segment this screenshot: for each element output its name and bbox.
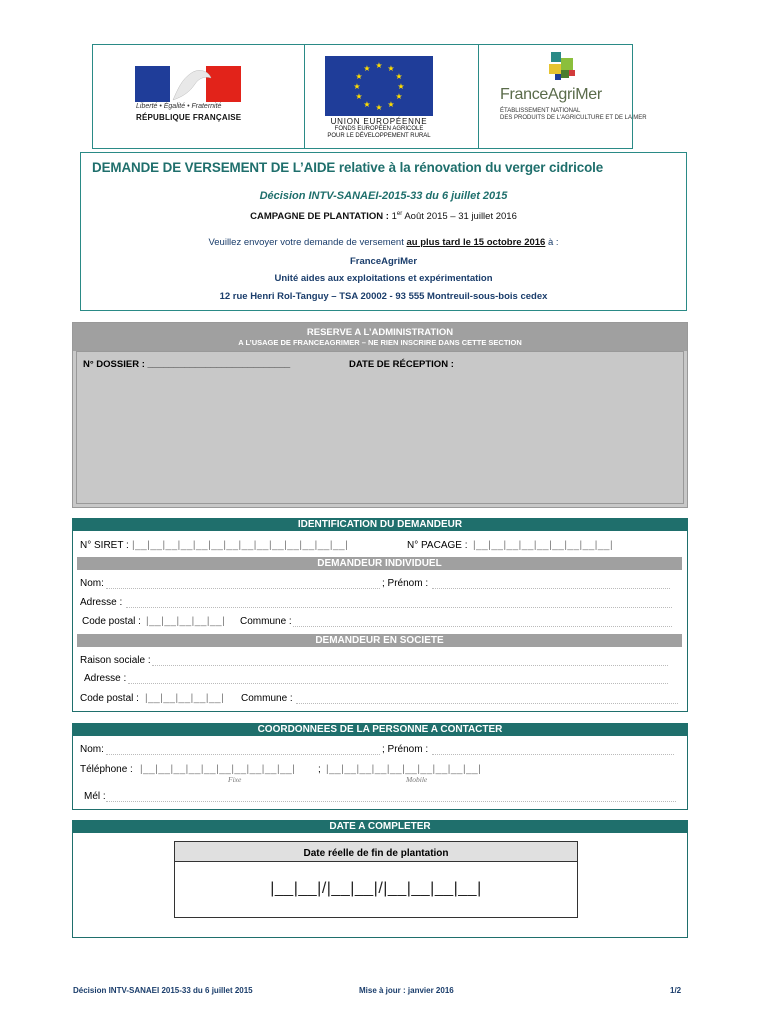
svg-text:★: ★ xyxy=(363,64,371,73)
org-address: 12 rue Henri Rol-Tanguy – TSA 20002 - 93 555 Montreuil-sous-bois cedex xyxy=(219,291,548,302)
svg-text:★: ★ xyxy=(355,92,363,101)
contact-nom-label: Nom: xyxy=(80,744,104,755)
code-postal-societe-label: Code postal : xyxy=(80,693,139,704)
campagne-sup: er xyxy=(396,211,403,217)
eu-fund-line: POUR LE DÉVELOPPEMENT RURAL xyxy=(327,133,431,139)
commune-societe-label: Commune : xyxy=(241,693,293,704)
telephone-fixe-input[interactable]: |__|__|__|__|__|__|__|__|__|__| xyxy=(140,764,296,775)
svg-text:★: ★ xyxy=(355,72,363,81)
telephone-mobile-input[interactable]: |__|__|__|__|__|__|__|__|__|__| xyxy=(326,764,482,775)
page-number: 1/2 xyxy=(670,986,682,995)
franceagrimer-logo-icon xyxy=(545,50,581,86)
campagne-label: CAMPAGNE DE PLANTATION : xyxy=(250,211,389,223)
identification-header: IDENTIFICATION DU DEMANDEUR xyxy=(72,518,688,531)
title-box xyxy=(80,152,687,311)
franceagrimer-sub: DES PRODUITS DE L'AGRICULTURE ET DE LA MER xyxy=(500,115,647,121)
adresse-societe-label: Adresse : xyxy=(84,673,127,684)
decision-ref: Décision INTV-SANAEI-2015-33 du 6 juillet 2015 xyxy=(259,190,508,202)
date-box xyxy=(174,841,578,918)
svg-text:★: ★ xyxy=(375,61,383,70)
send-post: à : xyxy=(545,237,559,248)
svg-text:★: ★ xyxy=(387,100,395,109)
page-title: DEMANDE DE VERSEMENT DE L’AIDE relative à la rénovation du verger cidricole xyxy=(92,160,604,175)
fixe-caption: Fixe xyxy=(228,775,242,784)
code-postal-label: Code postal : xyxy=(82,616,141,627)
pacage-input[interactable]: |__|__|__|__|__|__|__|__|__| xyxy=(473,540,614,551)
adresse-societe-field[interactable] xyxy=(128,683,668,684)
svg-text:★: ★ xyxy=(375,103,383,112)
code-postal-societe-input[interactable]: |__|__|__|__|__| xyxy=(145,693,225,704)
raison-sociale-label: Raison sociale : xyxy=(80,655,151,666)
footer-update: Mise à jour : janvier 2016 xyxy=(359,986,454,995)
siret-label: N° SIRET : xyxy=(80,540,129,551)
mobile-caption: Mobile xyxy=(406,775,428,784)
prenom-field[interactable] xyxy=(432,588,670,589)
footer-decision: Décision INTV-SANAEI 2015-33 du 6 juillet 2015 xyxy=(73,986,253,995)
campagne-period: Août 2015 – 31 juillet 2016 xyxy=(402,211,517,223)
svg-text:★: ★ xyxy=(387,64,395,73)
nom-field[interactable] xyxy=(106,588,380,589)
svg-text:★: ★ xyxy=(395,72,403,81)
campagne-line xyxy=(80,211,687,222)
franceagrimer-sub: ÉTABLISSEMENT NATIONAL xyxy=(500,108,581,114)
marianne-logo xyxy=(135,66,241,102)
deadline: au plus tard le 15 octobre 2016 xyxy=(406,237,546,248)
admin-title: RESERVE A L’ADMINISTRATION xyxy=(306,327,454,338)
dossier-label: N° DOSSIER : ___________________________ xyxy=(83,359,291,370)
adresse-label: Adresse : xyxy=(80,597,123,608)
mel-label: Mél : xyxy=(84,791,106,802)
send-instructions xyxy=(80,237,687,248)
telephone-label: Téléphone : xyxy=(80,764,133,775)
societe-header: DEMANDEUR EN SOCIETE xyxy=(77,634,682,647)
commune-label: Commune : xyxy=(240,616,292,627)
mel-field[interactable] xyxy=(106,801,676,802)
contact-nom-field[interactable] xyxy=(106,754,380,755)
admin-subtitle: A L’USAGE DE FRANCEAGRIMER – NE RIEN INSCRIRE DANS CETTE SECTION xyxy=(238,338,522,347)
svg-text:★: ★ xyxy=(353,82,361,91)
date-box-title: Date réelle de fin de plantation xyxy=(175,842,577,862)
eu-name: UNION EUROPÉENNE xyxy=(330,117,428,126)
date-fin-plantation-input[interactable]: |__|__|/|__|__|/|__|__|__|__| xyxy=(270,880,482,897)
org-name: FranceAgriMer xyxy=(349,256,418,267)
telephone-separator: ; xyxy=(318,764,321,775)
logo-divider xyxy=(478,45,479,148)
date-reception-label: DATE DE RÉCEPTION : xyxy=(349,359,454,370)
contact-header: COORDONNEES DE LA PERSONNE A CONTACTER xyxy=(72,723,688,736)
svg-text:★: ★ xyxy=(397,82,405,91)
org-unit: Unité aides aux exploitations et expérimentation xyxy=(274,273,493,284)
campagne-start: 1 xyxy=(391,211,397,223)
admin-section xyxy=(72,322,688,508)
admin-body xyxy=(76,351,684,504)
republique-motto: Liberté • Égalité • Fraternité xyxy=(136,103,222,110)
individuel-header: DEMANDEUR INDIVIDUEL xyxy=(77,557,682,570)
siret-input[interactable]: |__|__|__|__|__|__|__|__|__|__|__|__|__|__| xyxy=(132,540,349,551)
eu-fund-line: FONDS EUROPÉEN AGRICOLE xyxy=(334,126,424,132)
eu-flag-icon xyxy=(325,56,433,116)
date-header: DATE A COMPLETER xyxy=(72,820,688,833)
code-postal-input[interactable]: |__|__|__|__|__| xyxy=(146,616,226,627)
svg-text:★: ★ xyxy=(395,92,403,101)
svg-text:★: ★ xyxy=(363,100,371,109)
commune-field[interactable] xyxy=(293,626,672,627)
admin-header xyxy=(73,323,687,351)
republique-name: RÉPUBLIQUE FRANÇAISE xyxy=(136,113,242,122)
contact-prenom-label: ; Prénom : xyxy=(382,744,429,755)
nom-label: Nom: xyxy=(80,578,104,589)
commune-societe-field[interactable] xyxy=(296,703,678,704)
raison-sociale-field[interactable] xyxy=(152,665,668,666)
pacage-label: N° PACAGE : xyxy=(407,540,468,551)
franceagrimer-name: FranceAgriMer xyxy=(500,86,602,103)
send-pre: Veuillez envoyer votre demande de versement xyxy=(208,237,407,248)
contact-prenom-field[interactable] xyxy=(432,754,674,755)
adresse-field[interactable] xyxy=(126,607,672,608)
prenom-label: ; Prénom : xyxy=(382,578,429,589)
